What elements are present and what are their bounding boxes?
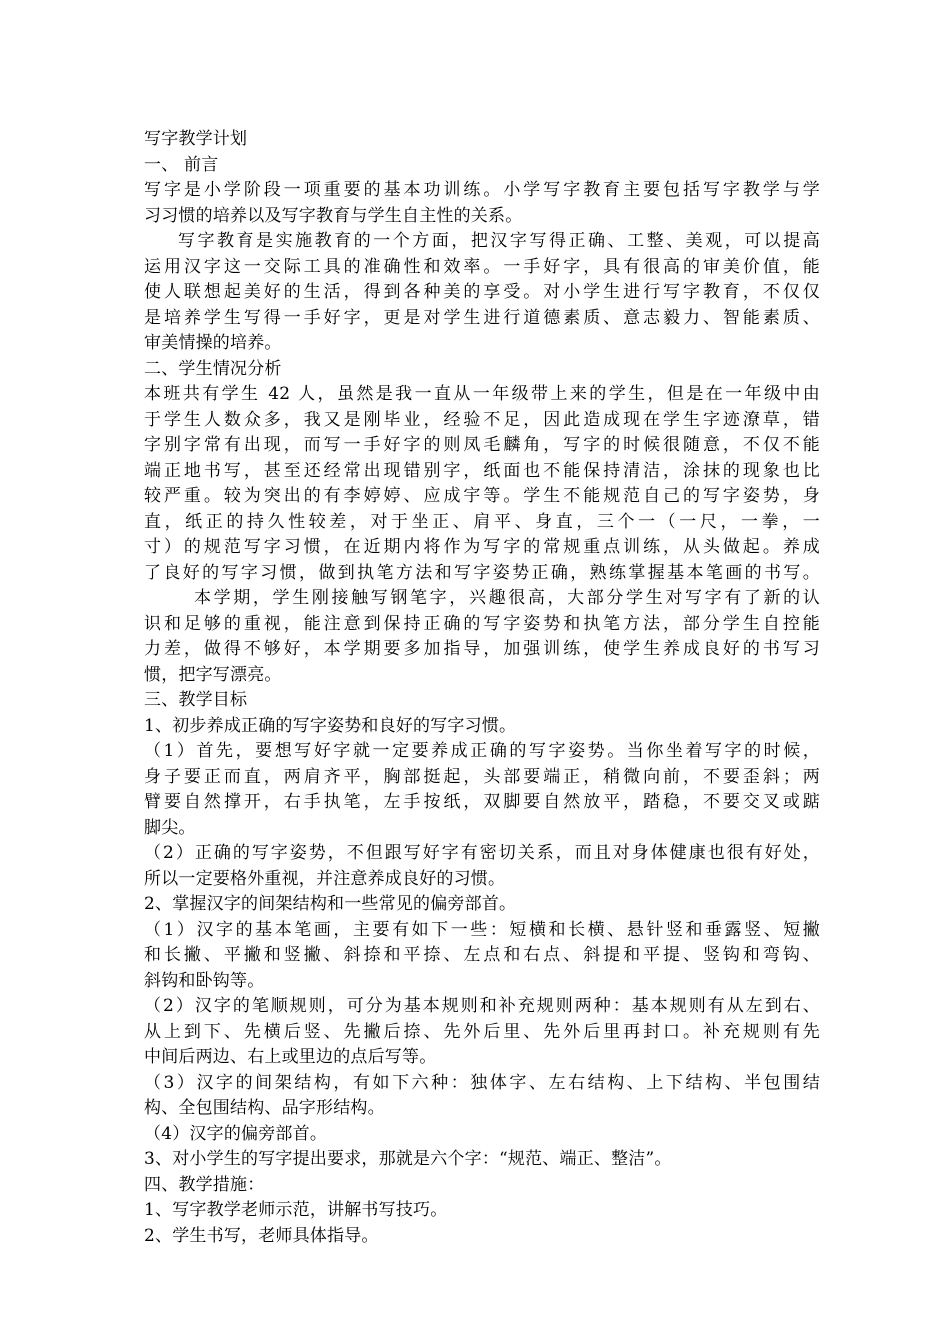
text-line: 力差，做得不够好，本学期要多加指导，加强训练，使学生养成良好的书写习 [144, 639, 820, 659]
text-line: 2、学生书写，老师具体指导。 [144, 1225, 379, 1246]
text-line: 字别字常有出现，而写一手好字的则凤毛麟角，写字的时候很随意，不仅不能 [144, 435, 820, 455]
text-line: 1、写字教学老师示范，讲解书写技巧。 [144, 1200, 448, 1220]
text-line: 从上到下、先横后竖、先撇后捺、先外后里、先外后里再封口。补充规则有先 [144, 1021, 820, 1042]
text-line: 三、教学目标 [144, 690, 248, 710]
text-line: 直，纸正的持久性较差，对于坐正、肩平、身直，三个一（一尺，一拳，一 [144, 511, 820, 532]
text-line: 斜钩和卧钩等。 [144, 970, 265, 991]
text-line: 习习惯的培养以及写字教育与学生自主性的关系。 [144, 205, 523, 226]
text-line: （2）正确的写字姿势，不但跟写好字有密切关系，而且对身体健康也很有好处， [144, 843, 820, 863]
text-line: （1）首先，要想写好字就一定要养成正确的写字姿势。当你坐着写字的时候， [144, 741, 820, 761]
text-line: （3）汉字的间架结构，有如下六种：独体字、左右结构、上下结构、半包围结 [144, 1072, 820, 1093]
text-line: 3、对小学生的写字提出要求，那就是六个字：“规范、端正、整洁”。 [144, 1149, 672, 1169]
text-line: 构、全包围结构、品字形结构。 [144, 1098, 385, 1118]
text-line: 写字教育是实施教育的一个方面，把汉字写得正确、工整、美观，可以提高 [178, 231, 820, 251]
text-line: 1、初步养成正确的写字姿势和良好的写字习惯。 [144, 715, 517, 736]
text-line: 二、学生情况分析 [144, 358, 282, 379]
text-line: 使人联想起美好的生活，得到各种美的享受。对小学生进行写字教育，不仅仅 [144, 282, 820, 302]
text-line: 2、掌握汉字的间架结构和一些常见的偏旁部首。 [144, 894, 517, 914]
text-line: 中间后两边、右上或里边的点后写等。 [144, 1047, 437, 1067]
text-line: 了良好的写字习惯，做到执笔方法和写字姿势正确，熟练掌握基本笔画的书写。 [144, 562, 820, 583]
text-line: 寸）的规范写字习惯，在近期内将作为写字的常规重点训练，从头做起。养成 [144, 537, 820, 557]
text-line: （2）汉字的笔顺规则，可分为基本规则和补充规则两种：基本规则有从左到右、 [144, 996, 820, 1016]
text-line: 运用汉字这一交际工具的准确性和效率。一手好字，具有很高的审美价值，能 [144, 256, 820, 277]
text-line: 审美情操的培养。 [144, 333, 282, 353]
document-page [144, 127, 820, 1249]
text-line: 于学生人数众多，我又是刚毕业，经验不足，因此造成现在学生字迹潦草，错 [144, 409, 820, 430]
text-line: 一、 前言 [144, 154, 219, 175]
text-line: 写字是小学阶段一项重要的基本功训练。小学写字教育主要包括写字教学与学 [144, 180, 820, 200]
text-line: （1）汉字的基本笔画，主要有如下一些：短横和长横、悬针竖和垂露竖、短撇 [144, 919, 820, 940]
text-line: 是培养学生写得一手好字，更是对学生进行道德素质、意志毅力、智能素质、 [144, 307, 820, 328]
text-line: 臂要自然撑开，右手执笔，左手按纸，双脚要自然放平，踏稳，不要交叉或踮 [144, 792, 820, 812]
text-line: 四、教学措施： [144, 1174, 265, 1195]
text-line: 所以一定要格外重视，并注意养成良好的习惯。 [144, 868, 506, 889]
text-line: 惯，把字写漂亮。 [144, 664, 282, 685]
text-line: 本学期，学生刚接触写钢笔字，兴趣很高，大部分学生对写字有了新的认 [194, 588, 820, 608]
text-line: 脚尖。 [144, 817, 196, 838]
text-line: 识和足够的重视，能注意到保持正确的写字姿势和执笔方法，部分学生自控能 [144, 613, 820, 634]
text-line: 和长撇、平撇和竖撇、斜捺和平捺、左点和右点、斜提和平提、竖钩和弯钩、 [144, 945, 820, 965]
text-line: 身子要正而直，两肩齐平，胸部挺起，头部要端正，稍微向前，不要歪斜；两 [144, 766, 820, 787]
text-line: 本班共有学生 42 人，虽然是我一直从一年级带上来的学生，但是在一年级中由 [144, 384, 820, 404]
text-line: 较严重。较为突出的有李婷婷、应成宇等。学生不能规范自己的写字姿势，身 [144, 486, 820, 506]
text-line: （4）汉字的偏旁部首。 [144, 1123, 328, 1144]
text-line: 端正地书写，甚至还经常出现错别字，纸面也不能保持清洁，涂抹的现象也比 [144, 460, 820, 481]
document-body [144, 127, 820, 1249]
document-title: 写字教学计划 [144, 129, 248, 149]
